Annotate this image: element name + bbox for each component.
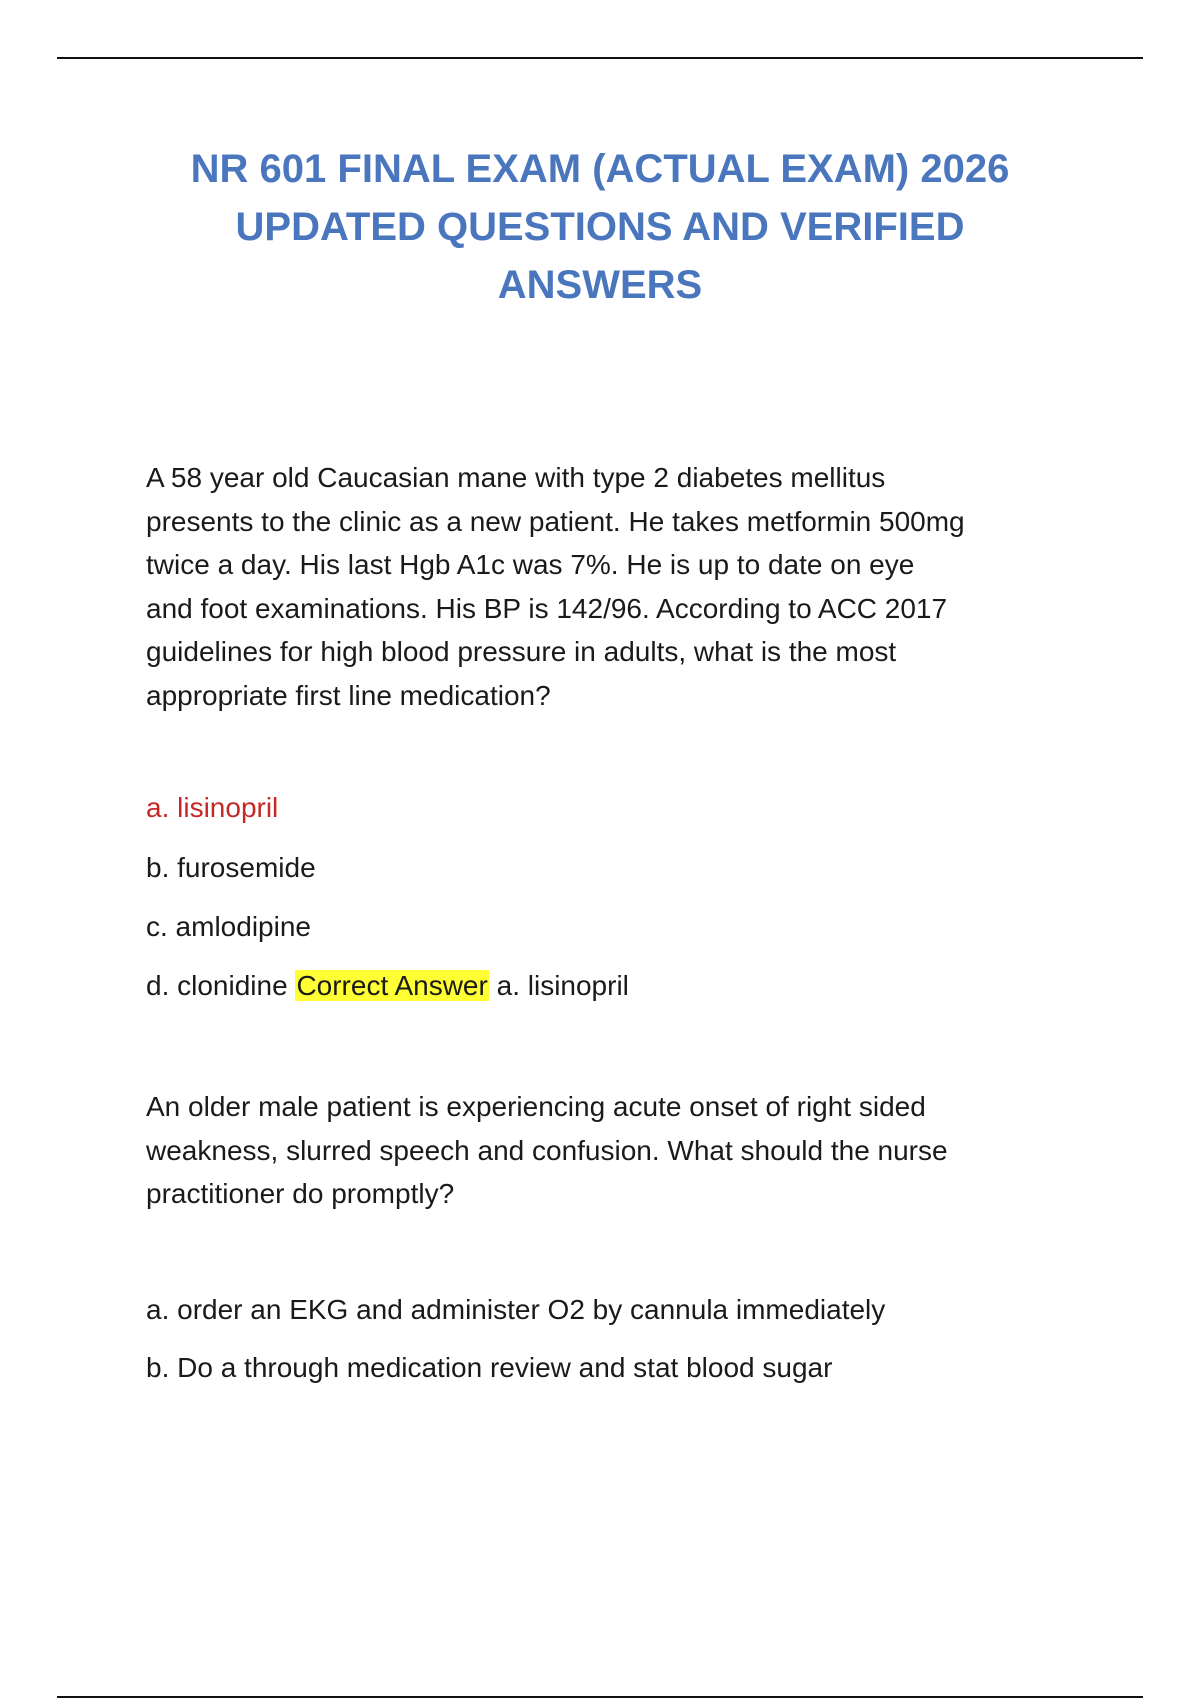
option-row [146,850,1106,886]
question-text-line: and foot examinations. His BP is 142/96. According to ACC 2017 [146,592,948,624]
question-text-line: appropriate first line medication? [146,679,551,711]
question-text-line: An older male patient is experiencing acute onset of right sided [146,1091,926,1122]
option-a-correct: a. lisinopril [146,792,279,823]
question-1-text [146,456,1106,717]
question-text-line: twice a day. His last Hgb A1c was 7%. He is up to date on eye [146,549,915,580]
question-1-options [146,790,1106,826]
bottom-rule [57,1696,1143,1698]
option-b: b. Do a through medication review and stat blood sugar [146,1352,833,1383]
question-text-line: A 58 year old Caucasian mane with type 2 diabetes mellitus [146,462,886,493]
question-text-line: presents to the clinic as a new patient. He takes metformin 500mg [146,505,965,537]
top-rule [57,57,1143,59]
title-line: NR 601 FINAL EXAM (ACTUAL EXAM) 2026 [190,147,1010,191]
option-row [146,909,1106,945]
option-a: a. order an EKG and administer O2 by cannula immediately [146,1294,886,1325]
question-2-options [146,1292,1106,1328]
option-d: d. clonidine [146,970,288,1001]
option-d-with-answer [146,968,1106,1004]
question-text-line: weakness, slurred speech and confusion. What should the nurse [146,1134,948,1166]
question-text-line: guidelines for high blood pressure in adults, what is the most [146,636,897,667]
title-line: UPDATED QUESTIONS AND VERIFIED [235,205,965,249]
document-title [100,140,1100,314]
title-line: ANSWERS [497,263,703,307]
correct-answer-highlight: Correct Answer [296,970,488,1001]
question-text-line: practitioner do promptly? [146,1178,455,1209]
option-row [146,968,1106,1004]
option-row [146,1350,1106,1386]
option-b: b. furosemide [146,852,316,883]
option-c: c. amlodipine [146,911,311,942]
correct-answer-value: a. lisinopril [488,970,629,1001]
question-2-text [146,1085,1106,1216]
